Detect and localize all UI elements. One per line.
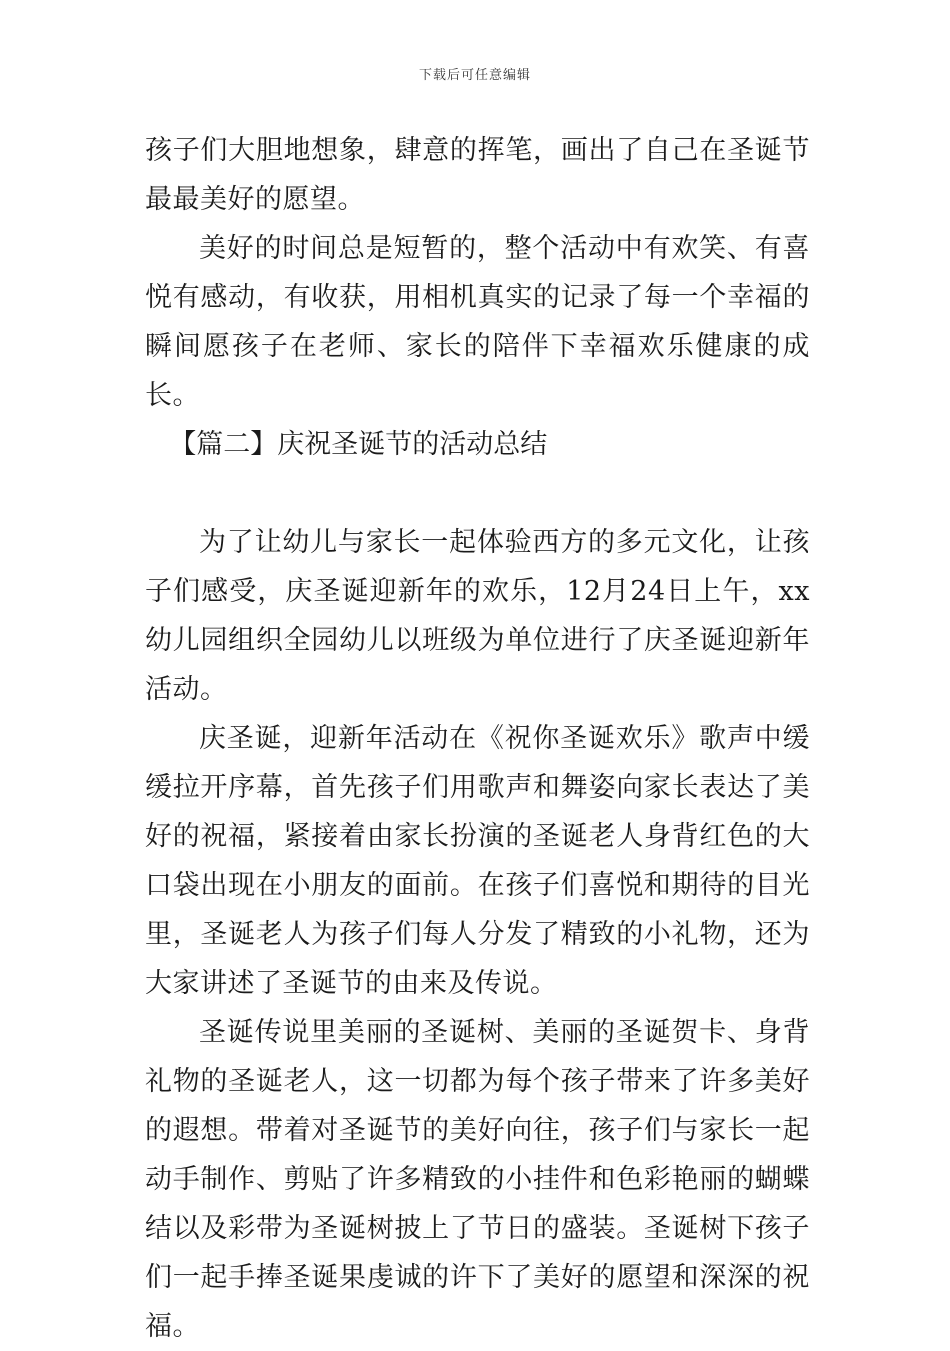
- page-header: 下载后可任意编辑: [418, 68, 531, 83]
- section-title: 【篇二】庆祝圣诞节的活动总结: [169, 429, 548, 460]
- paragraph: 美好的时间总是短暂的，整个活动中有欢笑、有喜悦有感动，有收获，用相机真实的记录了每一个幸福的瞬间愿孩子在老师、家长的陪伴下幸福欢乐健康的成长。: [145, 233, 810, 411]
- paragraph: 庆圣诞，迎新年活动在《祝你圣诞欢乐》歌声中缓缓拉开序幕，首先孩子们用歌声和舞姿向家长表达了美好的祝福，紧接着由家长扮演的圣诞老人身背红色的大口袋出现在小朋友的面前。在孩子们喜悦和期待的目光里，圣诞老人为孩子们每人分发了精致的小礼物，还为大家讲述了圣诞节的由来及传说。: [145, 723, 810, 999]
- blank-line: [145, 469, 810, 518]
- paragraph-continued: 孩子们大胆地想象，肆意的挥笔，画出了自己在圣诞节最最美好的愿望。: [145, 135, 810, 215]
- document-body: [145, 126, 810, 1351]
- paragraph: 圣诞传说里美丽的圣诞树、美丽的圣诞贺卡、身背礼物的圣诞老人，这一切都为每个孩子带来了许多美好的遐想。带着对圣诞节的美好向往，孩子们与家长一起动手制作、剪贴了许多精致的小挂件和色彩艳丽的蝴蝶结以及彩带为圣诞树披上了节日的盛装。圣诞树下孩子们一起手捧圣诞果虔诚的许下了美好的愿望和深深的祝福。: [145, 1017, 810, 1342]
- paragraph: 为了让幼儿与家长一起体验西方的多元文化，让孩子们感受，庆圣诞迎新年的欢乐，12月24日上午，xx幼儿园组织全园幼儿以班级为单位进行了庆圣诞迎新年活动。: [145, 527, 810, 705]
